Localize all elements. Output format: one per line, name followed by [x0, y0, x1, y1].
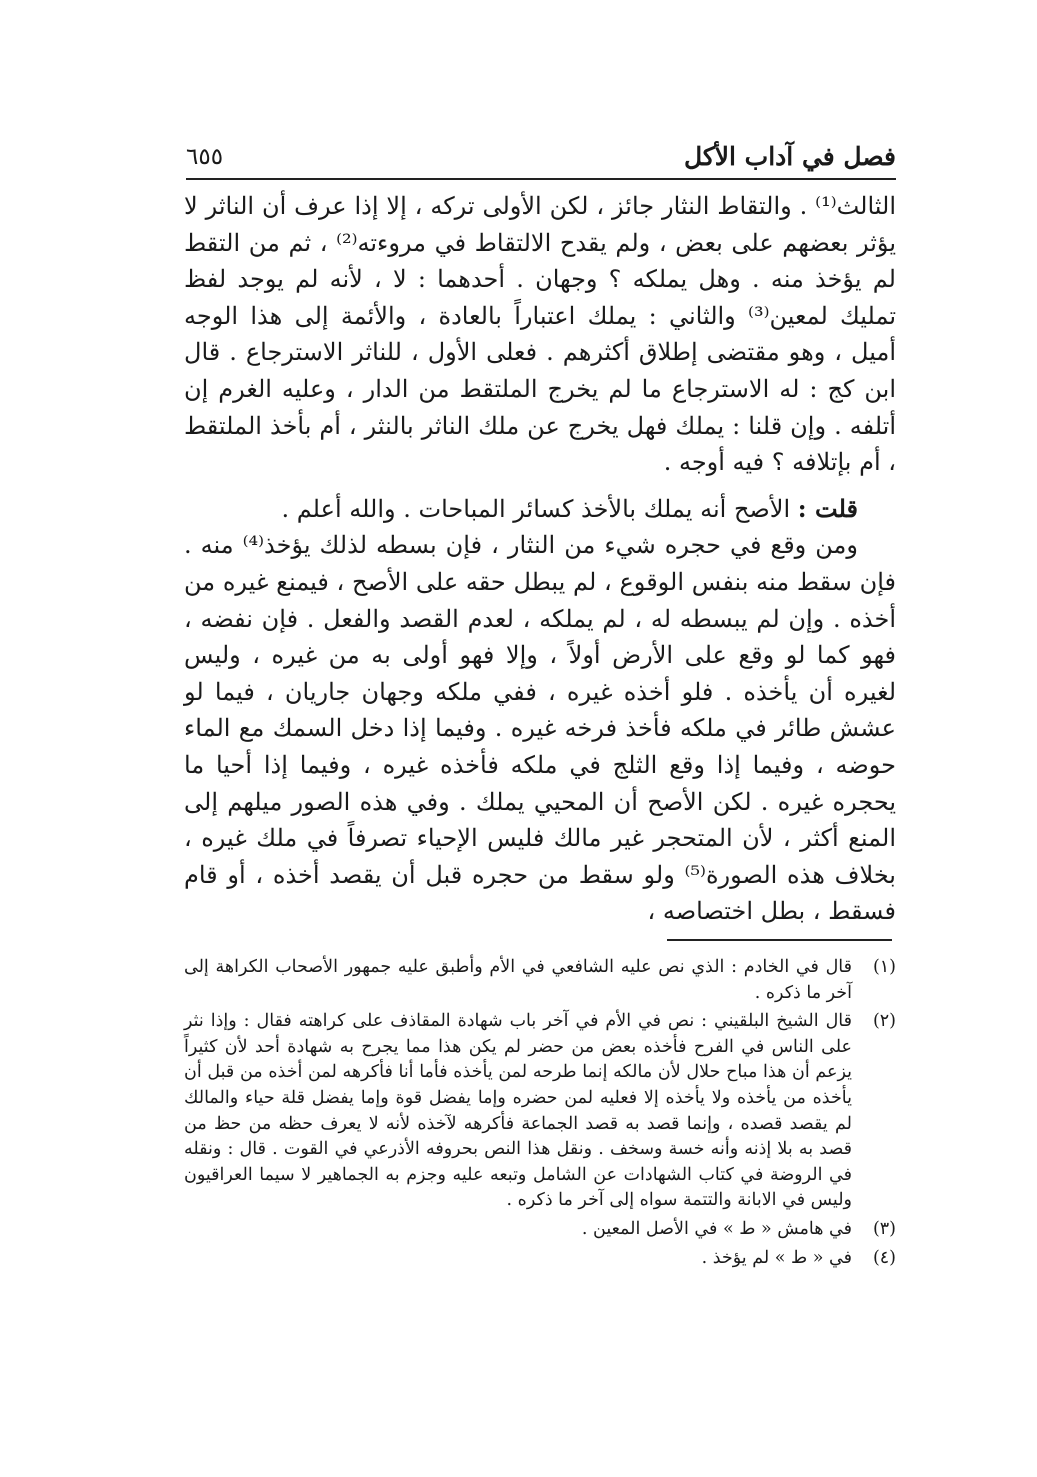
running-header: [186, 138, 896, 178]
paragraph-2-text: الأصح أنه يملك بالأخذ كسائر المباحات . والله أعلم .: [281, 494, 798, 523]
page-number: ٦٥٥: [186, 144, 224, 170]
paragraph-1: الثالث⁽¹⁾ . والتقاط النثار جائز ، لكن الأولى تركه ، إلا إذا عرف أن الناثر لا يؤثر بعضهم على بعض ، ولم يقدح الالتقاط في مروءته⁽²⁾ ، ثم من التقط لم يؤخذ منه . وهل يملكه ؟ وجهان . أحدهما : لا ، لأنه لم يوجد لفظ تمليك لمعين⁽³⁾ والثاني : يملك اعتباراً بالعادة ، والأئمة إلى هذا الوجه أميل ، وهو مقتضى إطلاق أكثرهم . فعلى الأول ، للناثر الاسترجاع . قال ابن كج : له الاسترجاع ما لم يخرج الملتقط من الدار ، وعليه الغرم إن أتلفه . وإن قلنا : يملك فهل يخرج عن ملك الناثر بالنثر ، أم بأخذ الملتقط ، أم بإتلافه ؟ فيه أوجه .: [184, 192, 897, 477]
footnotes: [184, 955, 896, 1274]
footnote-4: [184, 1246, 896, 1272]
footnote-number: (٣): [872, 1218, 896, 1239]
footnote-text: في هامش « ط » في الأصل المعين .: [581, 1218, 852, 1239]
footnote-number: (١): [872, 957, 896, 977]
footnote-1: [184, 955, 896, 1006]
qultu-lead: قلت :: [797, 493, 858, 523]
footnote-text: قال الشيخ البلقيني : نص في الأم في آخر باب شهادة المقاذف على كراهته فقال : وإذا نثر على الناس في الفرح فأخذه بعض من حضر لم يكن هذا مما يجرح به شهادة أحد لأن كثيراً يزعم أن هذا مباح حلال لأن مالكه إنما طرحه لمن يأخذه فأما أنا فأكرهه لمن أخذه من قبل أن يأخذه من يأخذه ولا يأخذه إلا فعليه لمن حضره وإما يفضل قوة وإما يفضل قلة حياء والمالك لم يقصد قصده ، وإنما قصد به قصد الجماعة فأكرهه لآخذه لأنه لا يعرف حظه من حظ من قصد به بلا إذنه وأنه خسة وسخف . ونقل هذا النص بحروفه الأذرعي في القوت . قال : ونقله في الروضة في كتاب الشهادات عن الشامل وتبعه عليه وجزم به الجماهير لا سيما العراقيون وليس في الابانة والتتمة سواه إلى آخر ما ذكره .: [184, 1011, 852, 1211]
paragraph-3: ومن وقع في حجره شيء من النثار ، فإن بسطه لذلك يؤخذ⁽⁴⁾ منه . فإن سقط منه بنفس الوقوع ، لم يبطل حقه على الأصح ، فيمنع غيره من أخذه . وإن لم يبسطه له ، لم يملكه ، لعدم القصد والفعل . فإن نفضه ، فهو كما لو وقع على الأرض أولاً ، وإلا فهو أولى به من غيره ، وليس لغيره أن يأخذه . فلو أخذه غيره ، ففي ملكه وجهان جاريان ، فيما لو عشش طائر في ملكه فأخذ فرخه غيره . وفيما إذا دخل السمك مع الماء حوضه ، وفيما إذا وقع الثلج في ملكه فأخذه غيره ، وفيما إذا أحيا ما يحجره غيره . لكن الأصح أن المحيي يملك . وفي هذه الصور ميلهم إلى المنع أكثر ، لأن المتحجر غير مالك فليس الإحياء تصرفاً في ملك غيره ، بخلاف هذه الصورة⁽⁵⁾ ولو سقط من حجره قبل أن يقصد أخذه ، أو قام فسقط ، بطل اختصاصه ،: [184, 531, 897, 926]
header-divider: [186, 178, 896, 180]
footnote-number: (٤): [872, 1247, 896, 1268]
footnote-text: في « ط » لم يؤخذ .: [701, 1247, 852, 1268]
chapter-title: فصل في آداب الأكل: [683, 142, 896, 171]
footnote-text: قال في الخادم : الذي نص عليه الشافعي في الأم وأطبق عليه جمهور الأصحاب الكراهة إلى آخر ما ذكره .: [184, 957, 852, 1003]
main-text: [184, 188, 896, 930]
footnote-number: (٢): [872, 1011, 896, 1032]
footnote-3: [184, 1217, 896, 1243]
footnote-2: [184, 1009, 896, 1214]
paragraph-2: [184, 491, 896, 528]
footnote-divider: [667, 939, 892, 941]
